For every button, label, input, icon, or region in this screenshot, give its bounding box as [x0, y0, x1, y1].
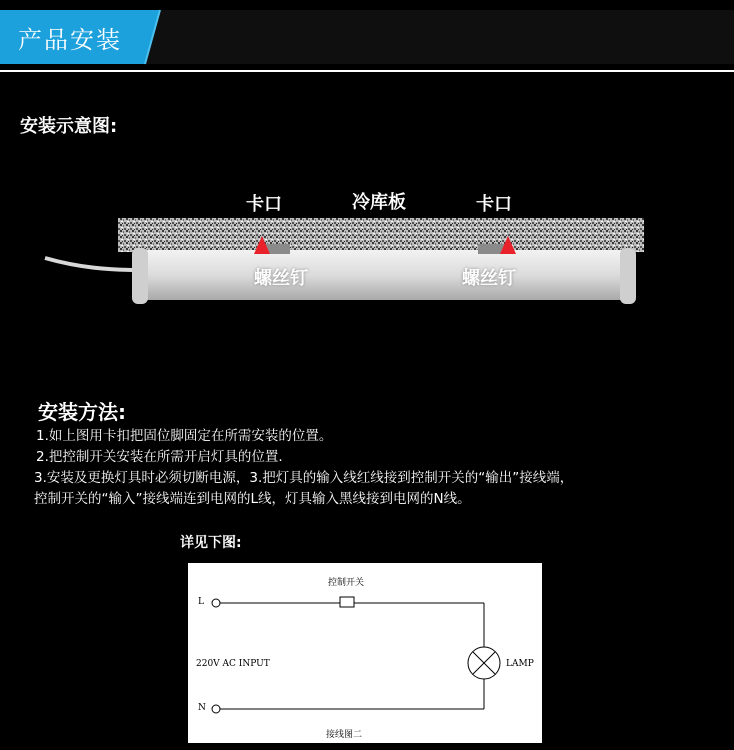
install-diagram	[0, 170, 734, 370]
method-step: 2.把控制开关安装在所需开启灯具的位置.	[36, 449, 283, 465]
screw-label-right: 螺丝钉	[462, 268, 516, 289]
n-terminal	[212, 705, 220, 713]
see-below-label: 详见下图:	[180, 535, 242, 551]
page-header	[0, 0, 734, 75]
board-label: 冷库板	[352, 192, 406, 213]
lamp-end-cap-left	[132, 248, 148, 304]
header-title: 产品安装	[18, 26, 122, 54]
power-cable	[45, 258, 140, 270]
method-step: 3.安装及更换灯具时必须切断电源，3.把灯具的输入线红线接到控制开关的“输出”接线端，	[34, 470, 574, 486]
wiring-schematic	[188, 563, 542, 743]
n-label: N	[198, 703, 206, 713]
method-title: 安装方法:	[38, 400, 126, 424]
lamp-label: LAMP	[506, 659, 534, 669]
method-step: 控制开关的“输入”接线端连到电网的L线，灯具输入黑线接到电网的N线。	[34, 491, 471, 507]
l-terminal	[212, 599, 220, 607]
wiring-caption: 接线图二	[326, 730, 363, 740]
install-diagram-label: 安装示意图:	[20, 116, 118, 137]
l-label: L	[198, 597, 204, 607]
switch-label: 控制开关	[328, 578, 365, 588]
method-steps	[36, 426, 726, 510]
lamp-end-cap-right	[620, 248, 636, 304]
header-divider	[0, 70, 734, 72]
screw-label-left: 螺丝钉	[254, 268, 308, 289]
switch-symbol	[340, 597, 354, 607]
clip-label-left: 卡口	[246, 194, 282, 215]
wiring-diagram	[188, 563, 542, 743]
clip-label-right: 卡口	[476, 194, 512, 215]
lamp-tube	[138, 250, 630, 300]
method-step: 1.如上图用卡扣把固位脚固定在所需安装的位置。	[36, 428, 333, 444]
input-label: 220V AC INPUT	[196, 659, 270, 669]
cold-storage-board	[118, 218, 644, 252]
